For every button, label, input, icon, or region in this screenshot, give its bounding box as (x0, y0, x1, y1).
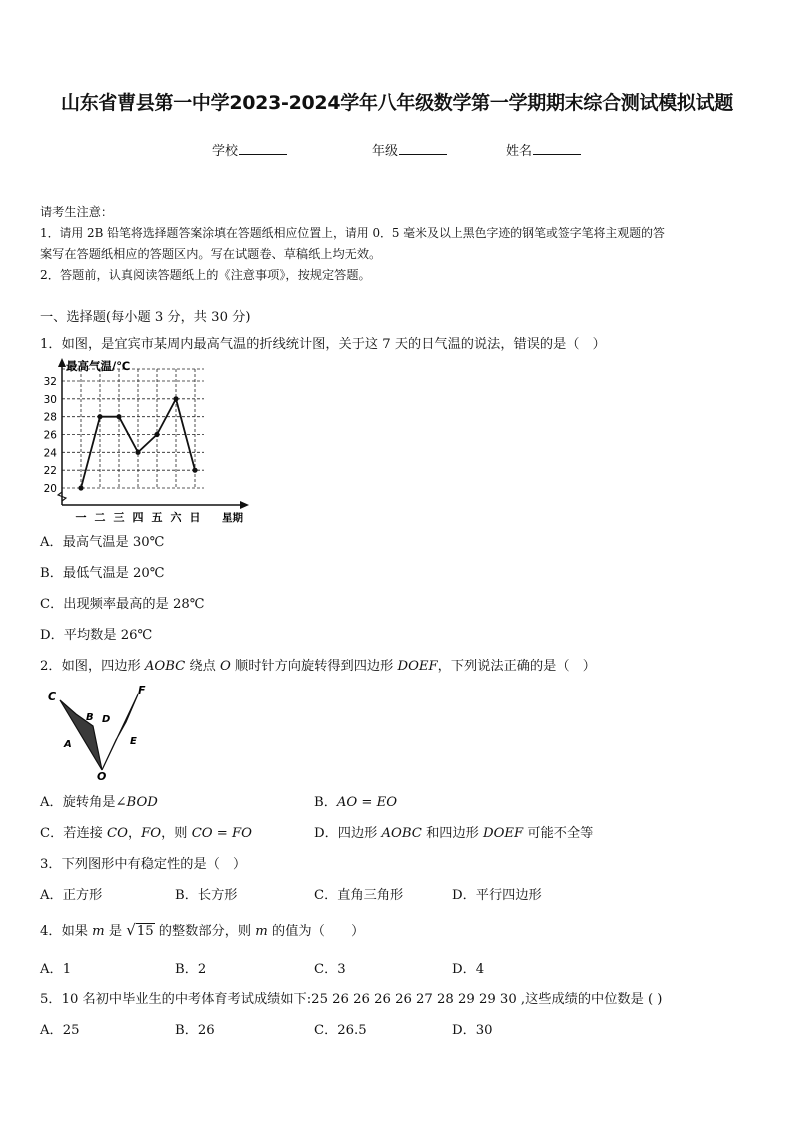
quadrilateral-aobc (60, 700, 102, 770)
q4-stem-text: 是 (104, 924, 127, 939)
q5-option-c[interactable]: C．26.5 (314, 1023, 367, 1038)
data-point-6 (173, 396, 178, 401)
q2-stem-text: ，下列说法正确的是（ ） (437, 659, 596, 674)
q4-math: m (255, 924, 268, 939)
q2-stem-text: 绕点 (185, 659, 221, 674)
x-tick-label-4: 四 (132, 511, 144, 524)
page-title: 山东省曹县第一中学2023-2024学年八年级数学第一学期期末综合测试模拟试题 (61, 92, 733, 114)
chart-y-axis-label: 最高气温/℃ (66, 359, 131, 373)
q2-option-c[interactable] (40, 822, 252, 841)
q2-stem-text: 2．如图，四边形 (40, 659, 145, 674)
q2-option-a-text: A．旋转角是∠ (40, 795, 127, 810)
y-axis-arrow (58, 358, 66, 367)
label-e: E (130, 736, 137, 747)
name-label: 姓名 (506, 144, 533, 159)
data-point-2 (97, 414, 102, 419)
q4-option-d[interactable]: D．4 (452, 962, 485, 977)
data-point-3 (116, 414, 121, 419)
q2-option-c-text: C．若连接 (40, 826, 108, 841)
section-heading: 一、选择题(每小题 3 分，共 30 分) (40, 310, 251, 325)
chart-y-ticks (44, 376, 58, 495)
q4-stem-text: 的值为（ ） (267, 924, 365, 939)
q2-stem-text: 顺时针方向旋转得到四边形 (230, 659, 398, 674)
q2-option-c-math: CO = FO (191, 826, 252, 841)
chart-x-axis-label: 星期 (222, 512, 243, 524)
q2-option-c-math: FO (141, 826, 162, 841)
q1-temperature-chart (36, 355, 256, 525)
data-point-5 (154, 432, 159, 437)
grade-field (372, 140, 447, 159)
q2-option-b-math: AO = EO (336, 795, 398, 810)
label-c: C (48, 690, 57, 703)
q2-math: DOEF (397, 659, 438, 674)
q2-option-d-text: D．四边形 (314, 826, 382, 841)
y-tick-label-30: 30 (43, 393, 57, 406)
data-point-1 (78, 485, 83, 490)
sqrt-radicand: 15 (136, 924, 154, 939)
q1-option-b[interactable]: B．最低气温是 20℃ (40, 566, 165, 581)
chart-grid (62, 369, 204, 488)
q5-option-b[interactable]: B．26 (175, 1023, 215, 1038)
q3-option-d[interactable]: D．平行四边形 (452, 888, 542, 903)
grade-blank (399, 141, 447, 155)
x-tick-label-1: 一 (75, 511, 87, 524)
q2-math: O (220, 659, 231, 674)
y-tick-label-32: 32 (43, 376, 57, 388)
q4-option-a[interactable]: A．1 (40, 962, 72, 977)
name-blank (533, 141, 581, 155)
x-tick-label-2: 二 (94, 511, 106, 524)
q2-option-b[interactable] (314, 791, 397, 810)
x-tick-label-3: 三 (113, 511, 125, 524)
y-tick-label-20: 20 (43, 483, 57, 495)
school-label: 学校 (212, 144, 239, 159)
x-tick-label-6: 六 (170, 511, 182, 524)
name-field (506, 140, 581, 159)
q2-option-b-text: B． (314, 795, 337, 810)
q2-option-c-math: CO (107, 826, 128, 841)
q4-stem-text: 的整数部分，则 (154, 924, 256, 939)
notice-line-2: 2．答题前，认真阅读答题纸上的《注意事项》，按规定答题。 (40, 268, 371, 282)
x-tick-label-7: 日 (189, 511, 201, 524)
q2-math: AOBC (144, 659, 186, 674)
q2-option-d-math: DOEF (483, 826, 524, 841)
q3-option-a[interactable]: A．正方形 (40, 888, 103, 903)
q2-option-d[interactable] (314, 822, 593, 841)
q3-stem: 3．下列图形中有稳定性的是（ ） (40, 857, 247, 872)
y-tick-label-28: 28 (43, 411, 57, 424)
label-f: F (138, 684, 146, 697)
q2-option-d-text: 和四边形 (421, 826, 484, 841)
q4-math: m (92, 924, 105, 939)
q1-stem: 1．如图，是宜宾市某周内最高气温的折线统计图，关于这 7 天的日气温的说法，错误的是（ ） (40, 337, 606, 352)
data-point-4 (135, 450, 140, 455)
y-tick-label-24: 24 (43, 447, 57, 460)
x-tick-label-5: 五 (151, 511, 163, 524)
q2-stem (40, 655, 596, 674)
q2-option-d-math: AOBC (381, 826, 422, 841)
notice-heading: 请考生注意： (40, 205, 114, 219)
school-field (212, 140, 287, 159)
label-a: A (64, 739, 72, 750)
q5-option-d[interactable]: D．30 (452, 1023, 493, 1038)
q2-option-d-text: 可能不全等 (523, 826, 594, 841)
chart-x-ticks (76, 510, 201, 524)
q4-stem-text: 4．如果 (40, 924, 93, 939)
q2-option-a-math: BOD (126, 795, 158, 810)
q2-rotation-figure (36, 682, 156, 782)
school-blank (239, 141, 287, 155)
q4-option-c[interactable]: C．3 (314, 962, 346, 977)
x-axis-arrow (240, 501, 249, 509)
quadrilateral-doef (102, 694, 138, 770)
q1-option-d[interactable]: D．平均数是 26℃ (40, 628, 153, 643)
q4-stem (40, 920, 364, 939)
q1-option-a[interactable]: A．最高气温是 30℃ (40, 535, 165, 550)
q4-option-b[interactable]: B．2 (175, 962, 207, 977)
notice-line-1b: 案写在答题纸相应的答题区内。写在试题卷、草稿纸上均无效。 (40, 247, 382, 261)
data-point-7 (192, 468, 197, 473)
sqrt-symbol: √ (126, 921, 136, 939)
q5-stem: 5．10 名初中毕业生的中考体育考试成绩如下:25 26 26 26 26 27 28 29 29 30 ,这些成绩的中位数是 ( ) (40, 992, 663, 1007)
label-d: D (102, 714, 111, 725)
q2-option-c-text: ， (127, 826, 142, 841)
q5-option-a[interactable]: A．25 (40, 1023, 80, 1038)
y-tick-label-22: 22 (43, 465, 57, 478)
y-tick-label-26: 26 (43, 429, 57, 442)
label-o: O (97, 770, 107, 782)
q1-option-c[interactable]: C．出现频率最高的是 28℃ (40, 597, 205, 612)
grade-label: 年级 (372, 144, 399, 159)
q3-option-c[interactable]: C．直角三角形 (314, 888, 404, 903)
q3-option-b[interactable]: B．长方形 (175, 888, 238, 903)
notice-line-1a: 1．请用 2B 铅笔将选择题答案涂填在答题纸相应位置上，请用 0．5 毫米及以上黑色字迹的钢笔或签字笔将主观题的答 (40, 226, 665, 240)
label-b: B (86, 712, 94, 723)
q2-option-a[interactable] (40, 791, 158, 810)
q2-option-c-text: ，则 (161, 826, 192, 841)
